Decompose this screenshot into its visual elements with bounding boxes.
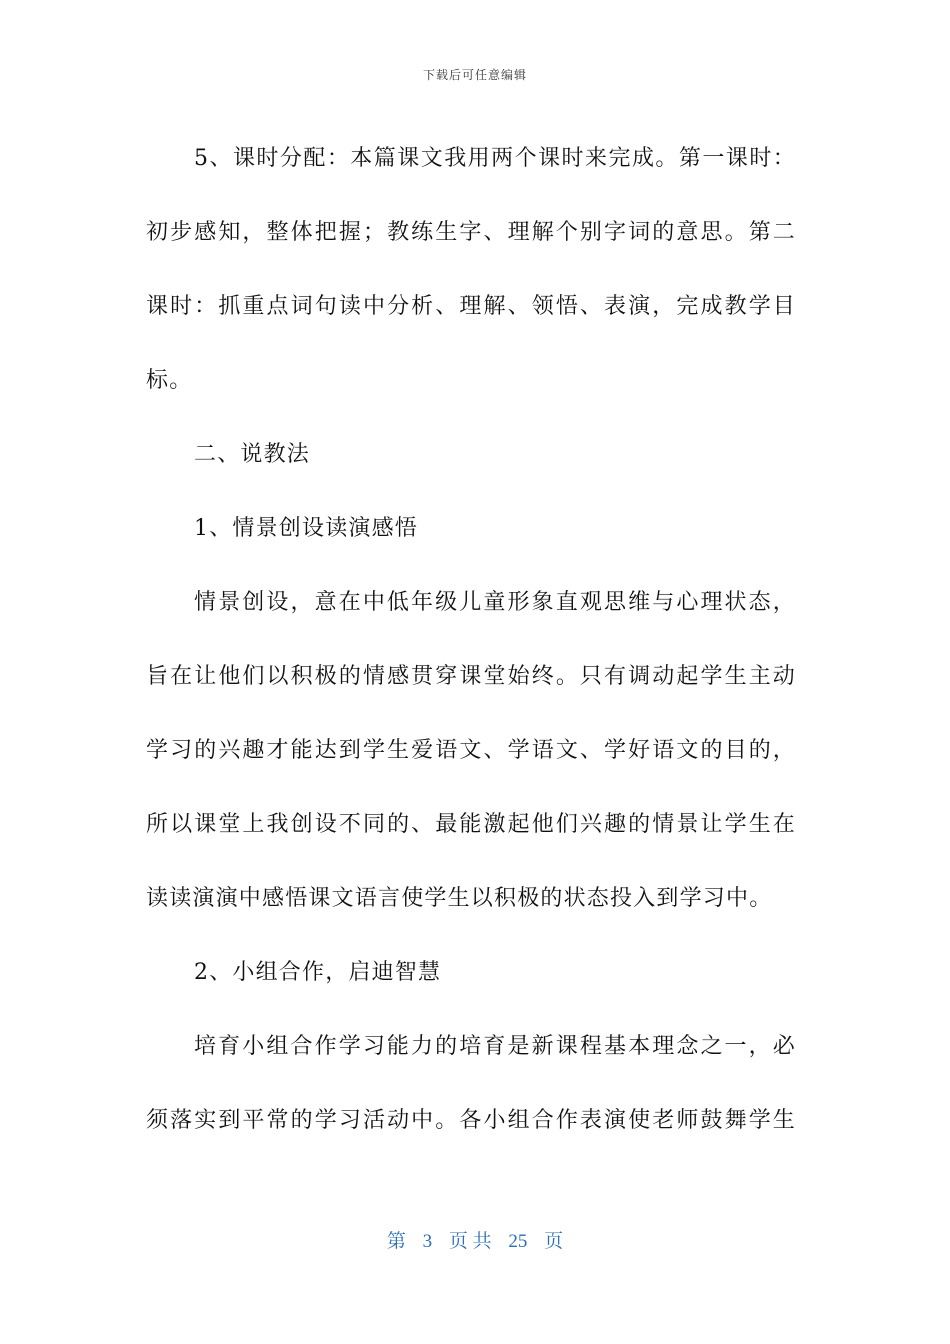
paragraph-line: 情景创设，意在中低年级儿童形象直观思维与心理状态， bbox=[194, 590, 796, 615]
section-heading: 二、说教法 bbox=[194, 442, 311, 467]
footer-page-number: 3 bbox=[422, 1231, 433, 1252]
document-body bbox=[146, 122, 796, 1158]
paragraph-line: 所以课堂上我创设不同的、最能激起他们兴趣的情景让学生在 bbox=[146, 812, 796, 837]
page-footer bbox=[0, 1226, 950, 1253]
paragraph-line: 课时：抓重点词句读中分析、理解、领悟、表演，完成教学目 bbox=[146, 294, 796, 319]
paragraph-line: 须落实到平常的学习活动中。各小组合作表演使老师鼓舞学生 bbox=[146, 1108, 796, 1133]
page-header: 下载后可任意编辑 bbox=[422, 68, 527, 82]
footer-suffix: 页 bbox=[544, 1231, 564, 1252]
paragraph-line: 初步感知，整体把握；教练生字、理解个别字词的意思。第二 bbox=[146, 220, 796, 245]
footer-total-pages: 25 bbox=[508, 1231, 528, 1252]
paragraph-line: 学习的兴趣才能达到学生爱语文、学语文、学好语文的目的， bbox=[146, 738, 796, 763]
paragraph-line: 读读演演中感悟课文语言使学生以积极的状态投入到学习中。 bbox=[146, 886, 773, 911]
subsection-heading: 1、情景创设读演感悟 bbox=[194, 516, 418, 541]
paragraph-line: 5、课时分配：本篇课文我用两个课时来完成。第一课时： bbox=[194, 146, 796, 171]
footer-prefix: 第 bbox=[386, 1231, 406, 1252]
paragraph-line: 培育小组合作学习能力的培育是新课程基本理念之一，必 bbox=[194, 1034, 796, 1059]
paragraph-line: 标。 bbox=[146, 368, 193, 393]
subsection-heading: 2、小组合作，启迪智慧 bbox=[194, 960, 442, 985]
footer-middle: 页 共 bbox=[448, 1231, 492, 1252]
paragraph-line: 旨在让他们以积极的情感贯穿课堂始终。只有调动起学生主动 bbox=[146, 664, 796, 689]
